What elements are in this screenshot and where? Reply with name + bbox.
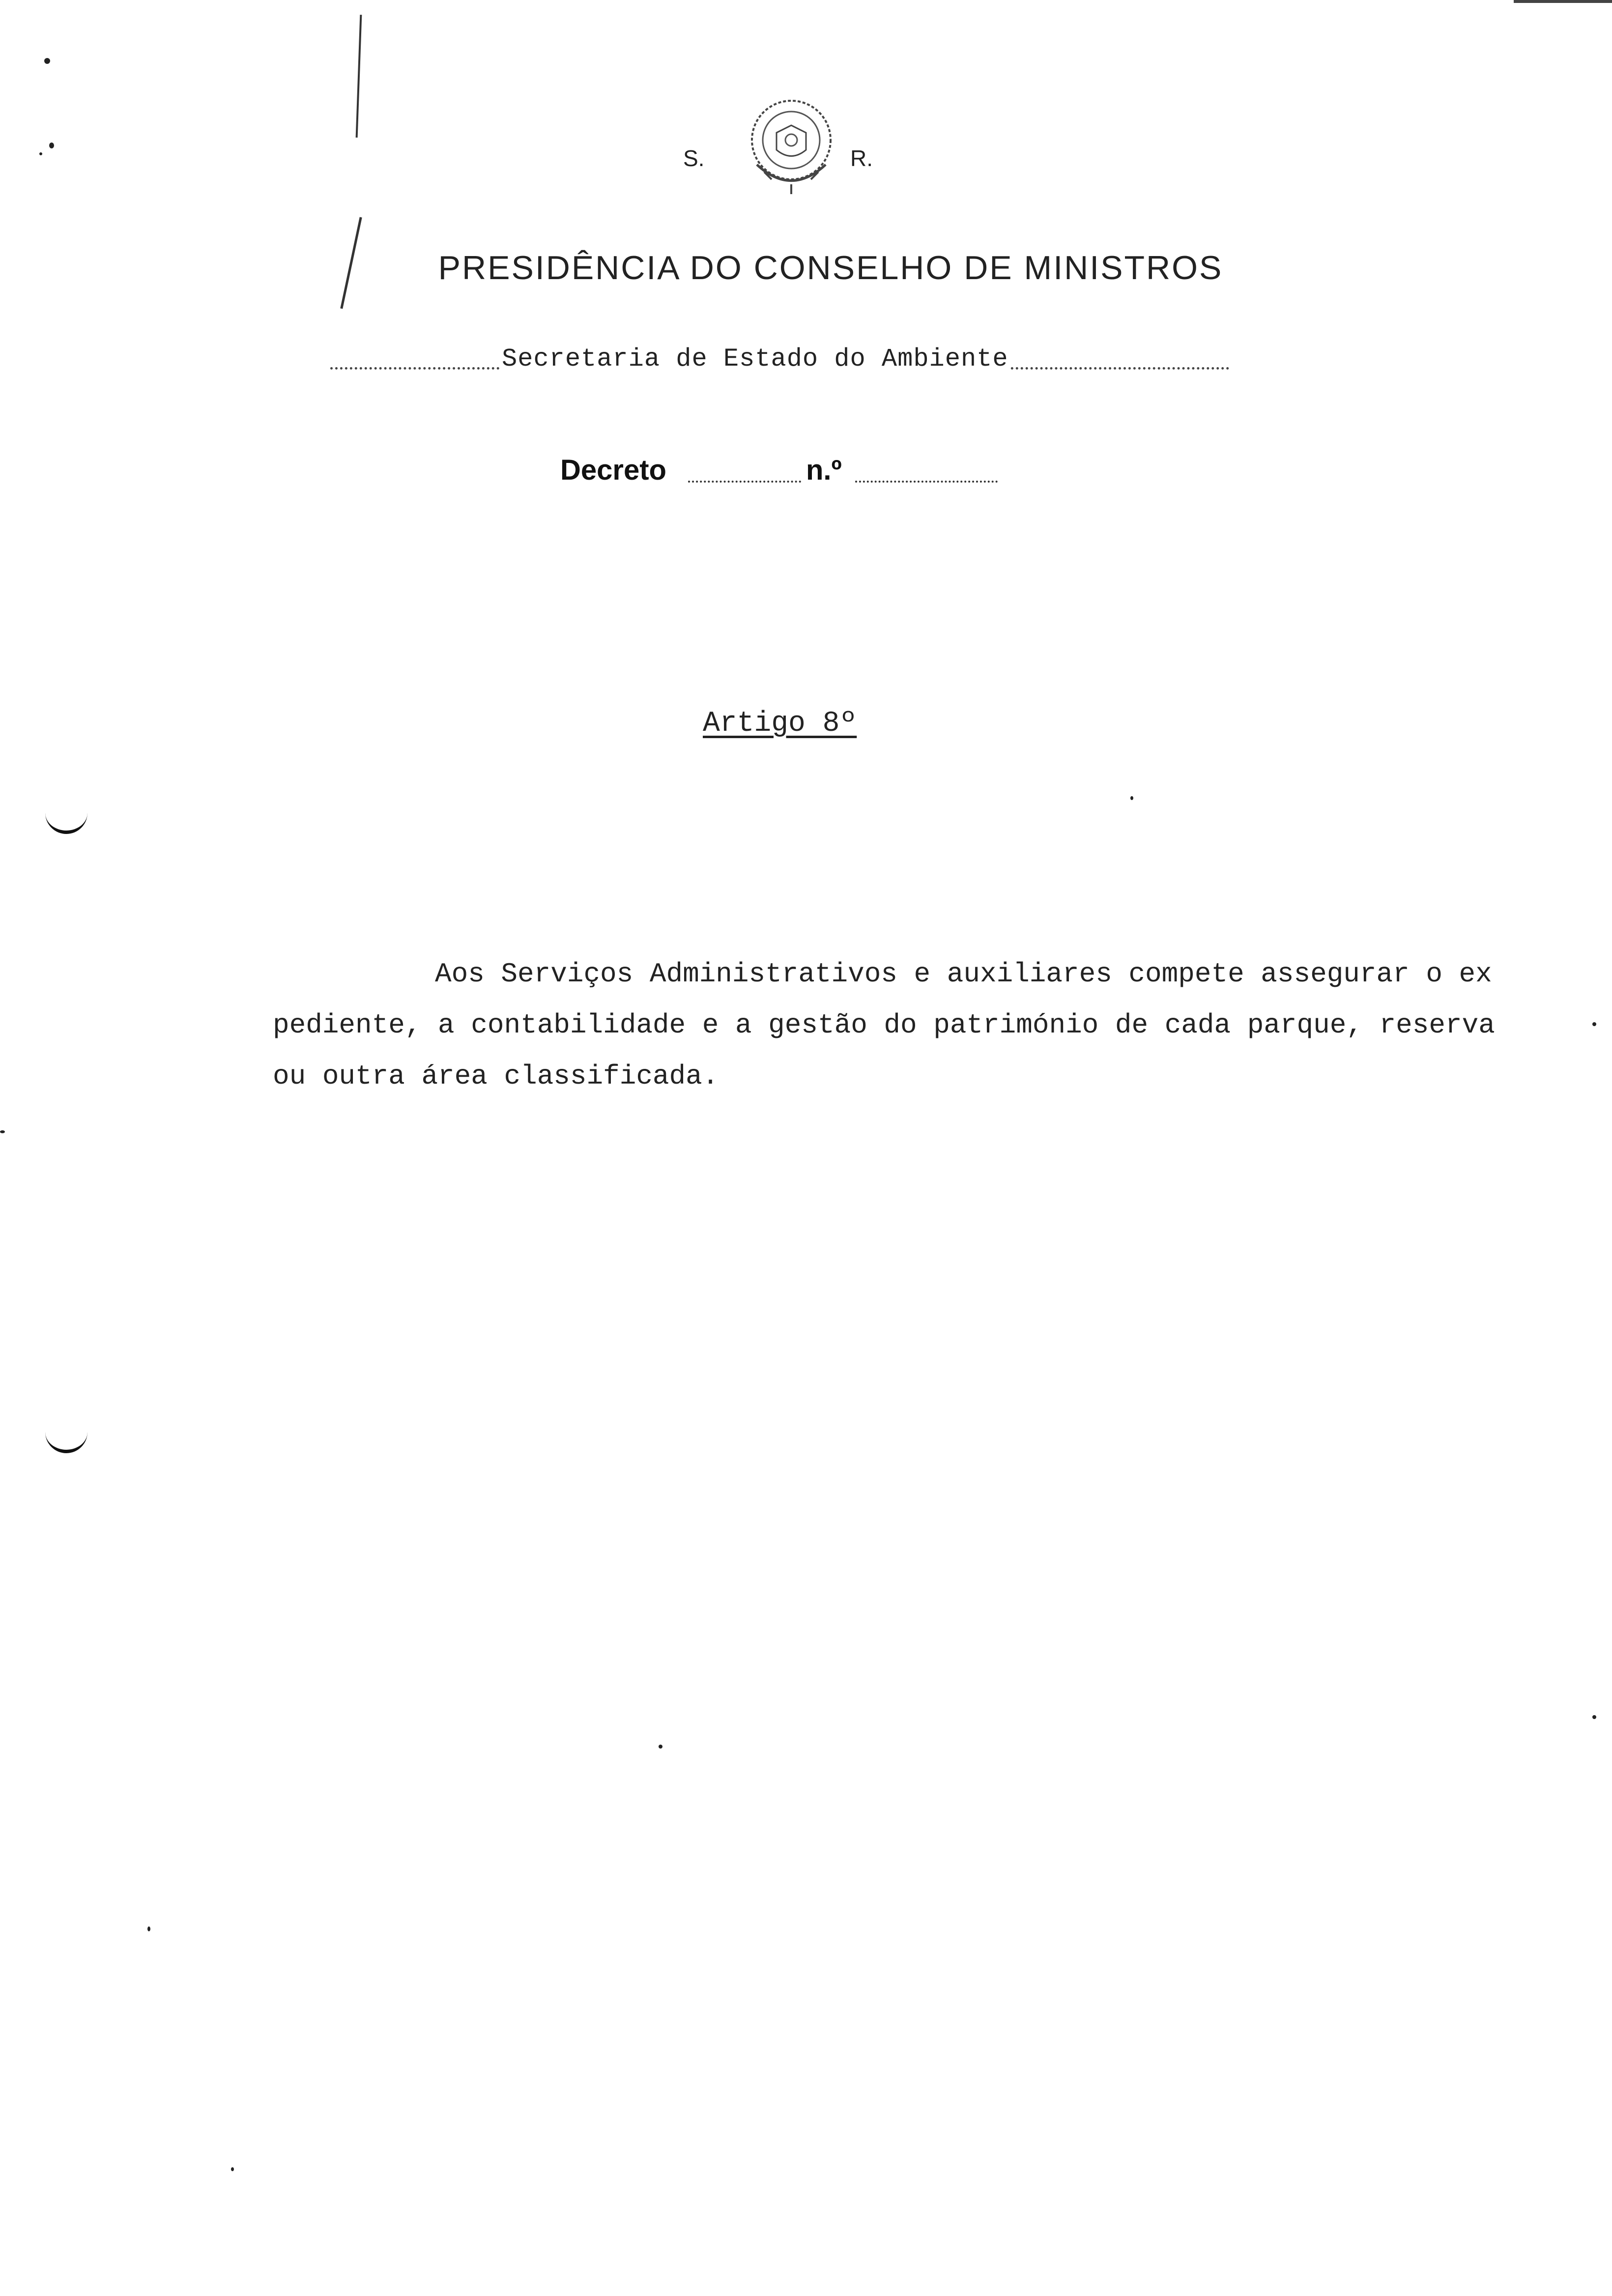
coat-of-arms-icon: [742, 91, 840, 204]
seal-letter-r: R.: [850, 145, 873, 171]
decree-line: [560, 452, 1003, 487]
seal-letter-s: S.: [683, 145, 705, 171]
decree-label: Decreto: [560, 454, 666, 486]
article-line: pediente, a contabilidade e a gestão do património de cada parque, reserva: [273, 1009, 1495, 1041]
scan-speck: [1592, 1715, 1596, 1719]
scan-speck: [147, 1926, 150, 1931]
decree-number-label: n.º: [806, 454, 842, 486]
state-seal: [683, 91, 885, 209]
secretariat-name: Secretaria de Estado do Ambiente: [500, 344, 1010, 373]
scan-speck: [1130, 796, 1133, 800]
punch-hole-mark: [45, 1430, 87, 1453]
scan-edge-mark: [1514, 0, 1612, 3]
document-title: PRESIDÊNCIA DO CONSELHO DE MINISTROS: [438, 249, 1223, 287]
article-line: ou outra área classificada.: [273, 1061, 719, 1092]
scan-speck: [39, 152, 42, 155]
scan-speck: [659, 1745, 662, 1749]
decree-blank: [688, 481, 801, 483]
scan-speck: [231, 2167, 234, 2171]
margin-stroke: [356, 15, 362, 138]
decree-number-blank: [855, 481, 998, 483]
scan-speck: [49, 143, 54, 148]
scan-speck: [44, 58, 50, 64]
scan-speck: [0, 1130, 5, 1133]
secretariat-line: [330, 344, 1230, 373]
scan-speck: [1592, 1022, 1596, 1026]
article-body: [273, 948, 1521, 1102]
article-line: Aos Serviços Administrativos e auxiliares compete assegurar o ex: [435, 958, 1492, 990]
punch-hole-mark: [45, 811, 87, 834]
article-heading: Artigo 8º: [703, 708, 857, 740]
